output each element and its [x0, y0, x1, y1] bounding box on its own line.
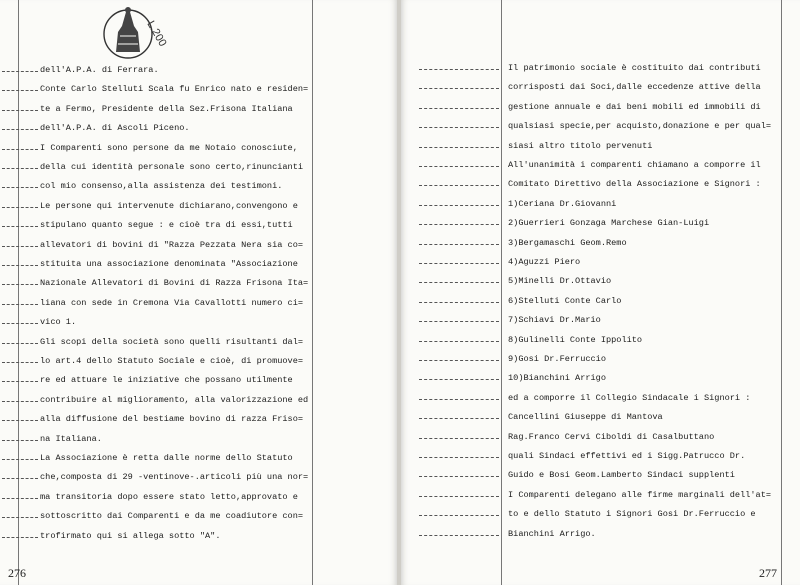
text-line: 6)Stelluti Conte Carlo [508, 295, 622, 306]
right-margin-rule [501, 0, 502, 585]
margin-dash-line [419, 282, 499, 283]
text-line: La Associazione è retta dalle norme dello Statuto [40, 453, 293, 463]
text-line: na Italiana. [40, 433, 102, 444]
margin-dash-line [419, 166, 499, 167]
margin-dash-line [419, 69, 499, 70]
margin-dash-line [419, 108, 499, 109]
text-line: corrisposti dai Soci,dalle eccedenze attive della [508, 82, 761, 93]
margin-dash-line [419, 457, 499, 458]
text-line: dell'A.P.A. di Ascoli Piceno. [40, 123, 190, 134]
text-line: 10)Bianchini Arrigo [508, 373, 606, 384]
text-line: della cui identità personale sono certo,rinuncianti [40, 162, 304, 172]
text-line: Conte Carlo Stelluti Scala fu Enrico nato e residen= [40, 84, 309, 95]
margin-dash-line [419, 185, 499, 186]
text-line: 7)Schiavi Dr.Mario [508, 315, 601, 326]
text-line: Gli scopi della società sono quelli risultanti dal= [40, 336, 304, 347]
margin-dash-line [2, 420, 38, 421]
text-line: lo art.4 dello Statuto Sociale e cioè, di promuove= [40, 356, 304, 366]
margin-dash-line [419, 399, 499, 400]
margin-dash-line [419, 341, 499, 342]
text-line: 2)Guerrieri Gonzaga Marchese Gian-Luigi [508, 218, 710, 229]
margin-dash-line [419, 127, 499, 128]
margin-dash-line [419, 244, 499, 245]
revenue-stamp-icon [100, 2, 172, 64]
text-line: stituita una associazione denominata "Associazione [40, 259, 298, 269]
margin-dash-line [2, 226, 38, 227]
margin-dash-line [2, 478, 38, 479]
text-line: I Comparenti sono persone da me Notaio conosciute, [40, 142, 298, 153]
margin-dash-line [2, 284, 38, 285]
margin-dash-line [2, 381, 38, 382]
page-number-right: 277 [759, 566, 777, 580]
margin-dash-line [419, 476, 499, 477]
text-line: alla diffusione del bestiame bovino di razza Friso= [40, 414, 304, 425]
margin-dash-line [2, 149, 38, 150]
margin-dash-line [2, 440, 38, 441]
margin-dash-line [419, 438, 499, 439]
text-line: che,composta di 29 -ventinove-.articoli più una nor= [40, 472, 309, 483]
text-line: 5)Minelli Dr.Ottavio [508, 276, 612, 287]
text-line: I Comparenti delegano alle firme marginali dell'at= [508, 489, 772, 500]
text-line: All'unanimità i comparenti chiamano a comporre il [508, 160, 761, 170]
margin-dash-line [2, 304, 38, 305]
margin-dash-line [419, 205, 499, 206]
text-line: Comitato Direttivo della Associazione e Signori : [508, 179, 761, 190]
margin-dash-line [419, 147, 499, 148]
margin-dash-line [2, 401, 38, 402]
text-line: 8)Gulinelli Conte Ippolito [508, 334, 643, 345]
text-line: Cancellini Giuseppe di Mantova [508, 412, 663, 423]
margin-dash-line [2, 110, 38, 111]
text-line: Rag.Franco Cervi Ciboldi di Casalbuttano [508, 431, 715, 442]
margin-dash-line [419, 535, 499, 536]
text-line: 4)Aguzzi Piero [508, 257, 581, 267]
text-line: ed a comporre il Collegio Sindacale i Signori : [508, 392, 751, 403]
text-line: Il patrimonio sociale è costituito dai contributi [508, 63, 761, 73]
margin-dash-line [419, 88, 499, 89]
text-line: re ed attuare le iniziative che possano utilmente [40, 375, 293, 386]
margin-dash-line [2, 187, 38, 188]
margin-dash-line [419, 321, 499, 322]
margin-dash-line [2, 207, 38, 208]
text-line: Nazionale Allevatori di Bovini di Razza Frisona Ita= [40, 278, 309, 289]
text-line: liana con sede in Cremona Via Cavallotti numero ci= [40, 297, 304, 308]
margin-dash-line [2, 459, 38, 460]
margin-dash-line [2, 323, 38, 324]
text-line: gestione annuale e dai beni mobili ed immobili di [508, 101, 761, 112]
margin-dash-line [419, 263, 499, 264]
left-page [0, 0, 397, 585]
text-line: sottoscritto dai Comparenti e da me coadiutore con= [40, 511, 304, 522]
text-line: dell'A.P.A. di Ferrara. [40, 65, 159, 75]
margin-dash-line [2, 343, 38, 344]
margin-dash-line [419, 496, 499, 497]
text-line: 3)Bergamaschi Geom.Remo [508, 237, 627, 248]
text-line: col mio consenso,alla assistenza dei testimoni. [40, 181, 283, 192]
text-line: stipulano quanto segue : e cioè tra di essi,tutti [40, 220, 293, 231]
margin-dash-line [2, 517, 38, 518]
margin-dash-line [2, 71, 38, 72]
margin-dash-line [419, 418, 499, 419]
text-line: siasi altro titolo pervenuti [508, 140, 653, 151]
text-line: ma transitoria dopo essere stato letto,approvato e [40, 491, 298, 502]
text-line: trofirmato qui si allega sotto "A". [40, 530, 221, 541]
margin-dash-line [419, 379, 499, 380]
text-line: to e dello Statuto i Signori Gosi Dr.Ferruccio e [508, 509, 756, 520]
text-line: te a Fermo, Presidente della Sez.Frisona Italiana [40, 103, 293, 114]
text-line: vico 1. [40, 317, 77, 328]
text-line: quali Sindaci effettivi ed i Sigg.Patrucco Dr. [508, 451, 746, 461]
text-line: Guido e Bosi Geom.Lamberto Sindaci supplenti [508, 470, 735, 481]
margin-dash-line [2, 246, 38, 247]
page-number-left: 276 [8, 566, 26, 580]
margin-dash-line [2, 537, 38, 538]
text-line: 1)Ceriana Dr.Giovanni [508, 198, 617, 209]
margin-dash-line [2, 168, 38, 169]
text-line: allevatori di bovini di "Razza Pezzata Nera sia co= [40, 239, 304, 250]
text-line: qualsiasi specie,per acquisto,donazione e per qual= [508, 121, 772, 132]
margin-dash-line [419, 515, 499, 516]
margin-dash-line [2, 362, 38, 363]
stamp-value: L.200 [144, 18, 169, 49]
margin-dash-line [2, 498, 38, 499]
text-line: 9)Gosi Dr.Ferruccio [508, 354, 606, 364]
margin-dash-line [419, 224, 499, 225]
text-line: Bianchini Arrigo. [508, 528, 596, 539]
right-page [401, 0, 800, 585]
margin-dash-line [2, 129, 38, 130]
margin-dash-line [419, 302, 499, 303]
text-line: contribuire al miglioramento, alla valorizzazione ed [40, 394, 309, 405]
text-line: Le persone qui intervenute dichiarano,convengono e [40, 200, 298, 211]
margin-dash-line [419, 360, 499, 361]
margin-dash-line [2, 265, 38, 266]
margin-dash-line [2, 90, 38, 91]
